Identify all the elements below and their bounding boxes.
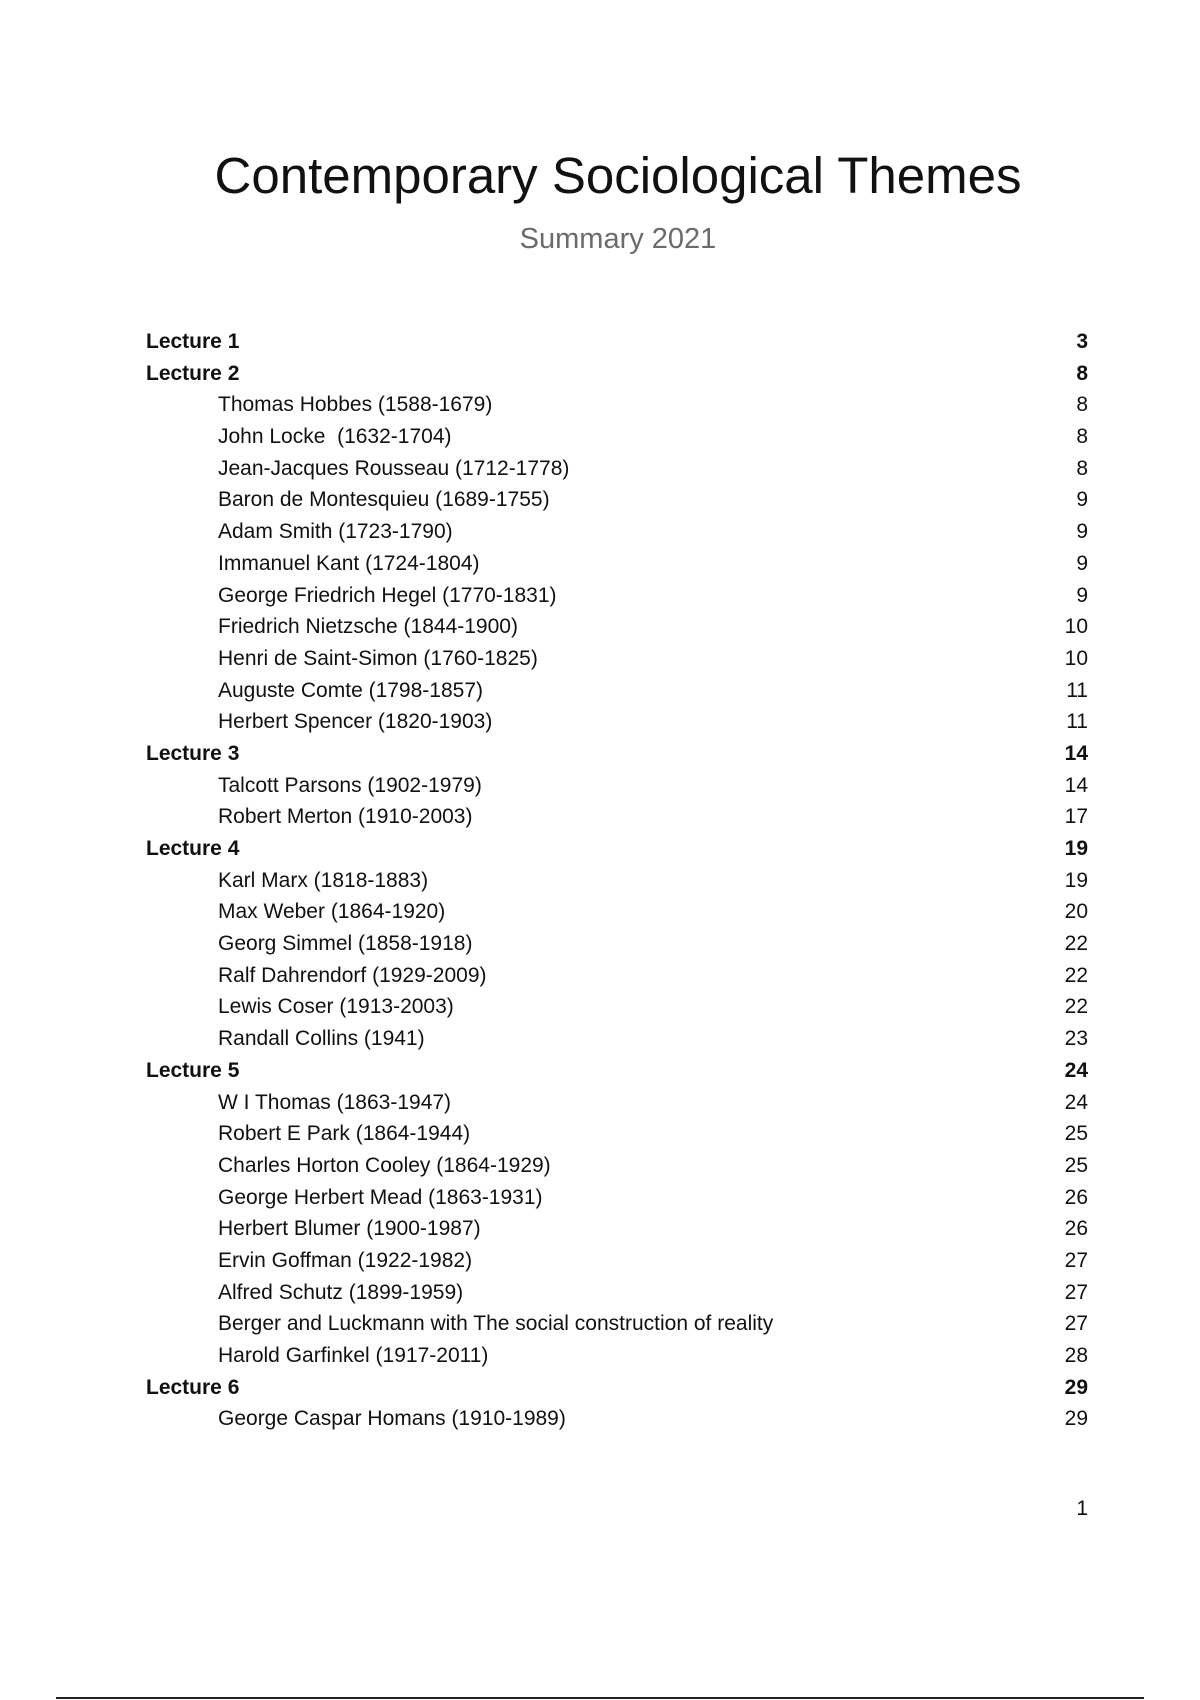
toc-sub-entry[interactable] (146, 960, 1088, 992)
toc-entry-page: 22 (1064, 963, 1088, 987)
toc-entry-page: 22 (1064, 995, 1088, 1019)
toc-entry-label: Randall Collins (1941) (218, 1027, 425, 1051)
toc-entry-page: 27 (1064, 1312, 1088, 1336)
toc-entry-label: Berger and Luckmann with The social construction of reality (218, 1312, 774, 1336)
toc-entry-page: 14 (1064, 773, 1088, 797)
toc-sub-entry[interactable] (146, 453, 1088, 485)
toc-sub-entry[interactable] (146, 1118, 1088, 1150)
toc-lecture-entry[interactable] (146, 1372, 1088, 1404)
toc-entry-page: 14 (1064, 741, 1088, 765)
toc-entry-label: Georg Simmel (1858-1918) (218, 932, 473, 956)
toc-sub-entry[interactable] (146, 1023, 1088, 1055)
toc-entry-label: Lecture 6 (146, 1375, 240, 1399)
toc-entry-label: Lecture 2 (146, 361, 240, 385)
toc-entry-page: 27 (1064, 1280, 1088, 1304)
toc-entry-page: 9 (1076, 551, 1088, 575)
toc-sub-entry[interactable] (146, 580, 1088, 612)
toc-entry-label: Herbert Blumer (1900-1987) (218, 1217, 481, 1241)
toc-entry-page: 8 (1076, 393, 1088, 417)
page-title: Contemporary Sociological Themes (214, 147, 1022, 204)
toc-entry-label: Lecture 3 (146, 741, 240, 765)
toc-entry-label: Charles Horton Cooley (1864-1929) (218, 1153, 551, 1177)
toc-entry-page: 11 (1066, 710, 1088, 734)
toc-entry-label: Adam Smith (1723-1790) (218, 520, 453, 544)
toc-sub-entry[interactable] (146, 611, 1088, 643)
toc-entry-label: Baron de Montesquieu (1689-1755) (218, 488, 550, 512)
toc-sub-entry[interactable] (146, 1087, 1088, 1119)
toc-sub-entry[interactable] (146, 770, 1088, 802)
toc-sub-entry[interactable] (146, 1277, 1088, 1309)
toc-entry-label: Immanuel Kant (1724-1804) (218, 551, 480, 575)
toc-entry-page: 20 (1064, 900, 1088, 924)
toc-sub-entry[interactable] (146, 675, 1088, 707)
toc-entry-label: Ralf Dahrendorf (1929-2009) (218, 963, 487, 987)
toc-entry-label: Lecture 5 (146, 1058, 240, 1082)
toc-entry-page: 9 (1076, 583, 1088, 607)
toc-entry-label: Lewis Coser (1913-2003) (218, 995, 454, 1019)
toc-sub-entry[interactable] (146, 801, 1088, 833)
toc-entry-page: 17 (1064, 805, 1088, 829)
toc-sub-entry[interactable] (146, 1340, 1088, 1372)
toc-entry-page: 11 (1066, 678, 1088, 702)
toc-entry-label: Lecture 4 (146, 837, 240, 860)
page-number: 1 (1076, 1497, 1088, 1520)
toc-entry-label: George Caspar Homans (1910-1989) (218, 1407, 566, 1431)
toc-entry-page: 28 (1064, 1344, 1088, 1367)
toc-entry-label: Jean-Jacques Rousseau (1712-1778) (218, 456, 570, 480)
toc-entry-label: Robert Merton (1910-2003) (218, 805, 473, 829)
toc-sub-entry[interactable] (146, 928, 1088, 960)
toc-entry-page: 26 (1064, 1185, 1088, 1209)
toc-entry-label: John Locke (1632-1704) (218, 425, 452, 449)
toc-entry-label: Harold Garfinkel (1917-2011) (218, 1344, 489, 1367)
toc-lecture-entry[interactable] (146, 833, 1088, 865)
toc-entry-label: Friedrich Nietzsche (1844-1900) (218, 615, 518, 639)
toc-entry-page: 8 (1076, 361, 1088, 385)
toc-entry-page: 10 (1064, 615, 1088, 639)
toc-sub-entry[interactable] (146, 643, 1088, 675)
table-of-contents (146, 326, 1088, 1435)
toc-sub-entry[interactable] (146, 548, 1088, 580)
toc-lecture-entry[interactable] (146, 358, 1088, 390)
toc-sub-entry[interactable] (146, 1308, 1088, 1340)
toc-entry-page: 9 (1076, 520, 1088, 544)
toc-entry-label: Lecture 1 (146, 330, 240, 353)
toc-entry-label: Thomas Hobbes (1588-1679) (218, 393, 493, 417)
toc-entry-label: George Friedrich Hegel (1770-1831) (218, 583, 557, 607)
toc-entry-page: 29 (1064, 1375, 1088, 1399)
toc-entry-label: Alfred Schutz (1899-1959) (218, 1280, 464, 1304)
toc-entry-page: 27 (1064, 1248, 1088, 1272)
toc-entry-page: 10 (1064, 646, 1088, 670)
toc-lecture-entry[interactable] (146, 738, 1088, 770)
toc-sub-entry[interactable] (146, 421, 1088, 453)
toc-sub-entry[interactable] (146, 1403, 1088, 1435)
toc-sub-entry[interactable] (146, 389, 1088, 421)
toc-entry-page: 25 (1064, 1153, 1088, 1177)
toc-entry-label: W I Thomas (1863-1947) (218, 1090, 452, 1114)
toc-entry-label: Max Weber (1864-1920) (218, 900, 446, 924)
toc-sub-entry[interactable] (146, 516, 1088, 548)
toc-entry-label: Auguste Comte (1798-1857) (218, 678, 483, 702)
toc-entry-page: 24 (1064, 1058, 1088, 1082)
toc-sub-entry[interactable] (146, 1245, 1088, 1277)
toc-entry-label: Karl Marx (1818-1883) (218, 868, 429, 892)
toc-entry-page: 8 (1076, 456, 1088, 480)
toc-entry-label: Robert E Park (1864-1944) (218, 1122, 471, 1146)
toc-entry-page: 26 (1064, 1217, 1088, 1241)
toc-sub-entry[interactable] (146, 865, 1088, 897)
bottom-divider (56, 1697, 1144, 1699)
toc-entry-label: George Herbert Mead (1863-1931) (218, 1185, 543, 1209)
toc-lecture-entry[interactable] (146, 326, 1088, 358)
toc-entry-page: 23 (1064, 1027, 1088, 1051)
toc-entry-page: 19 (1064, 837, 1088, 860)
toc-entry-page: 25 (1064, 1122, 1088, 1146)
page-subtitle: Summary 2021 (519, 223, 717, 255)
toc-entry-page: 29 (1064, 1407, 1088, 1431)
toc-entry-page: 9 (1076, 488, 1088, 512)
toc-lecture-entry[interactable] (146, 1055, 1088, 1087)
toc-sub-entry[interactable] (146, 1182, 1088, 1214)
toc-sub-entry[interactable] (146, 484, 1088, 516)
toc-entry-label: Talcott Parsons (1902-1979) (218, 773, 482, 797)
toc-entry-page: 24 (1064, 1090, 1088, 1114)
toc-entry-label: Ervin Goffman (1922-1982) (218, 1248, 473, 1272)
toc-sub-entry[interactable] (146, 896, 1088, 928)
toc-entry-label: Henri de Saint-Simon (1760-1825) (218, 646, 538, 670)
toc-sub-entry[interactable] (146, 1150, 1088, 1182)
toc-entry-page: 22 (1064, 932, 1088, 956)
toc-sub-entry[interactable] (146, 991, 1088, 1023)
toc-entry-label: Herbert Spencer (1820-1903) (218, 710, 493, 734)
toc-sub-entry[interactable] (146, 706, 1088, 738)
toc-entry-page: 8 (1076, 425, 1088, 449)
toc-sub-entry[interactable] (146, 1213, 1088, 1245)
toc-entry-page: 19 (1064, 868, 1088, 892)
toc-entry-page: 3 (1076, 330, 1088, 353)
